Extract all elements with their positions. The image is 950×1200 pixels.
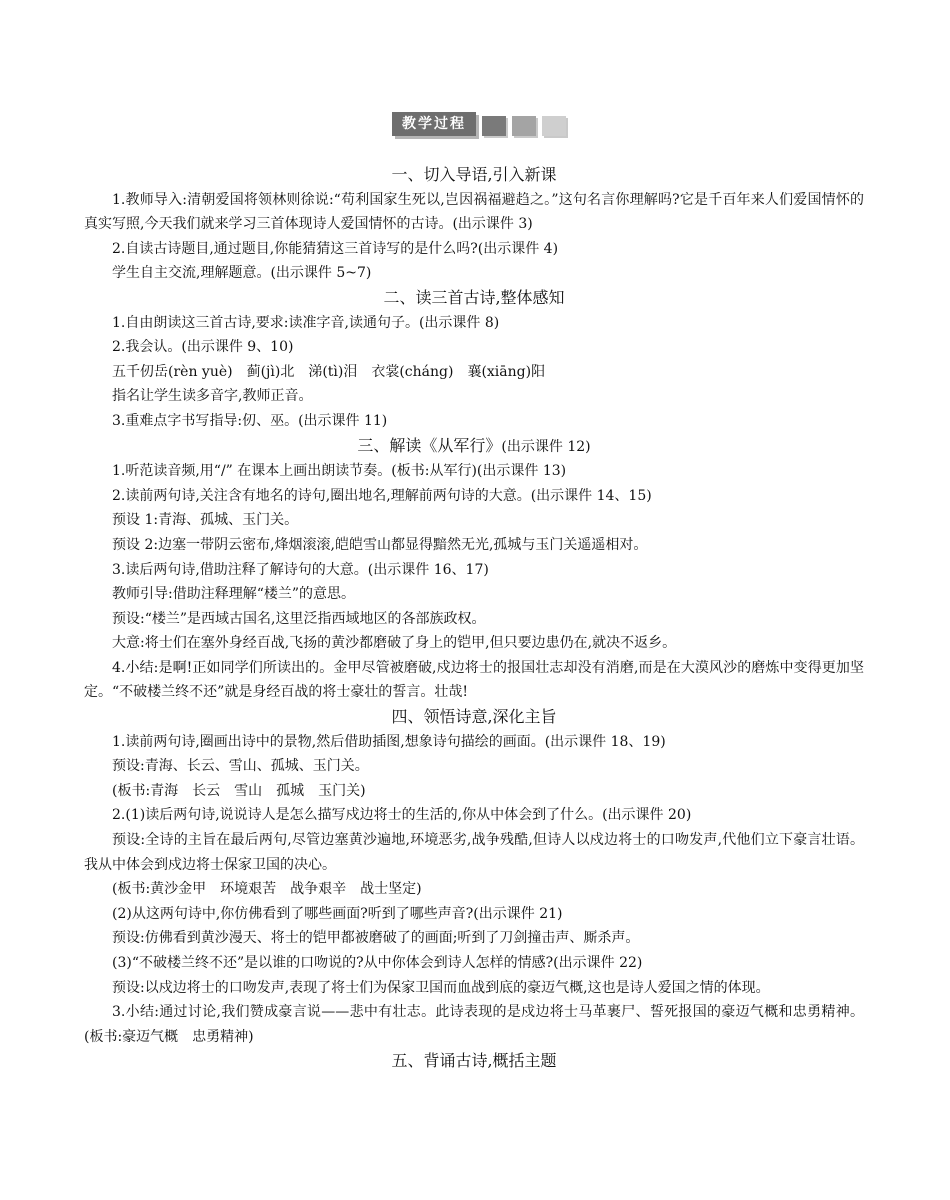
paragraph: 预设:青海、长云、雪山、孤城、玉门关。: [112, 758, 369, 775]
section-banner: [392, 110, 566, 136]
paragraph: 3.重难点字书写指导:仞、巫。(出示课件 11): [112, 412, 388, 429]
paragraph: 1.读前两句诗,圈画出诗中的景物,然后借助插图,想象诗句描绘的画面。(出示课件 18、19): [112, 733, 666, 750]
paragraph: 指名让学生读多音字,教师正音。: [112, 388, 313, 405]
banner-square-dark: [482, 116, 506, 136]
section-heading: 五、背诵古诗,概括主题: [391, 1051, 557, 1071]
paragraph: 1.听范读音频,用“/” 在课本上画出朗读节奏。(板书:从军行)(出示课件 13): [112, 463, 567, 480]
paragraph: (2)从这两句诗中,你仿佛看到了哪些画面?听到了哪些声音?(出示课件 21): [112, 905, 563, 922]
banner-square-mid: [512, 116, 536, 136]
section-heading: 二、读三首古诗,整体感知: [383, 287, 565, 307]
paragraph: 预设 1:青海、孤城、玉门关。: [112, 512, 299, 529]
section-heading: [84, 434, 864, 460]
paragraph: 2.(1)读后两句诗,说说诗人是怎么描写戍边将士的生活的,你从中体会到了什么。(出示课件 20): [112, 807, 692, 824]
paragraph: 预设:全诗的主旨在最后两句,尽管边塞黄沙遍地,环境恶劣,战争残酷,但诗人以戍边将士的口吻发声,代他们立下豪言壮语。我从中体会到戍边将士保家卫国的决心。: [84, 832, 864, 873]
paragraph: 2.读前两句诗,关注含有地名的诗句,圈出地名,理解前两句诗的大意。(出示课件 14、15): [112, 487, 652, 504]
section-heading-note: (出示课件 12): [501, 438, 591, 455]
paragraph: 预设:以戍边将士的口吻发声,表现了将士们为保家卫国而血战到底的豪迈气概,这也是诗人爱国之情的体现。: [112, 979, 770, 996]
section-heading: 一、切入导语,引入新课: [391, 165, 557, 184]
paragraph: 1.教师导入:清朝爱国将领林则徐说:“苟利国家生死以,岂因祸福避趋之。”这句名言你理解吗?它是千百年来人们爱国情怀的真实写照,今天我们就来学习三首体现诗人爱国情怀的古诗。(出示课件 3): [84, 191, 864, 233]
paragraph: (3)“不破楼兰终不还”是以谁的口吻说的?从中你体会到诗人怎样的情感?(出示课件 22): [112, 955, 643, 971]
paragraph: 预设:仿佛看到黄沙漫天、将士的铠甲都被磨破了的画面;听到了刀剑撞击声、厮杀声。: [112, 930, 640, 947]
paragraph: 1.自由朗读这三首古诗,要求:读准字音,读通句子。(出示课件 8): [112, 314, 500, 331]
pinyin-list: 五千仞岳(rèn yuè) 蓟(jì)北 涕(tì)泪 衣裳(cháng) 襄(xiāng)阳: [112, 363, 546, 380]
paragraph: 2.我会认。(出示课件 9、10): [112, 339, 294, 356]
paragraph: 学生自主交流,理解题意。(出示课件 5~7): [112, 265, 372, 282]
paragraph: 2.自读古诗题目,通过题目,你能猜猜这三首诗写的是什么吗?(出示课件 4): [112, 240, 559, 257]
paragraph: 教师引导:借助注释理解“楼兰”的意思。: [112, 586, 356, 603]
banner-title: 教学过程: [392, 112, 476, 136]
paragraph: (板书:黄沙金甲 环境艰苦 战争艰辛 战士坚定): [112, 881, 422, 898]
section-heading: 四、领悟诗意,深化主旨: [391, 707, 557, 727]
paragraph: 预设 2:边塞一带阴云密布,烽烟滚滚,皑皑雪山都显得黯然无光,孤城与玉门关遥遥相对。: [112, 536, 648, 553]
paragraph: 大意:将士们在塞外身经百战,飞扬的黄沙都磨破了身上的铠甲,但只要边患仍在,就决不返乡。: [112, 635, 677, 652]
lesson-content: [84, 163, 864, 1074]
paragraph: 4.小结:是啊!正如同学们所读出的。金甲尽管被磨破,戍边将士的报国壮志却没有消磨,而是在大漠风沙的磨炼中变得更加坚定。“不破楼兰终不还”就是身经百战的将士豪壮的誓言。壮哉!: [84, 659, 864, 701]
paragraph: 3.读后两句诗,借助注释了解诗句的大意。(出示课件 16、17): [112, 561, 489, 578]
paragraph: 预设:“楼兰”是西域古国名,这里泛指西域地区的各部族政权。: [112, 610, 486, 627]
section-heading-title: 三、解读《从军行》: [357, 435, 502, 455]
paragraph: 3.小结:通过讨论,我们赞成豪言说——悲中有壮志。此诗表现的是戍边将士马革裹尸、誓死报国的豪迈气概和忠勇精神。(板书:豪迈气概 忠勇精神): [84, 1004, 864, 1045]
paragraph: (板书:青海 长云 雪山 孤城 玉门关): [112, 782, 366, 799]
banner-square-light: [542, 116, 566, 136]
